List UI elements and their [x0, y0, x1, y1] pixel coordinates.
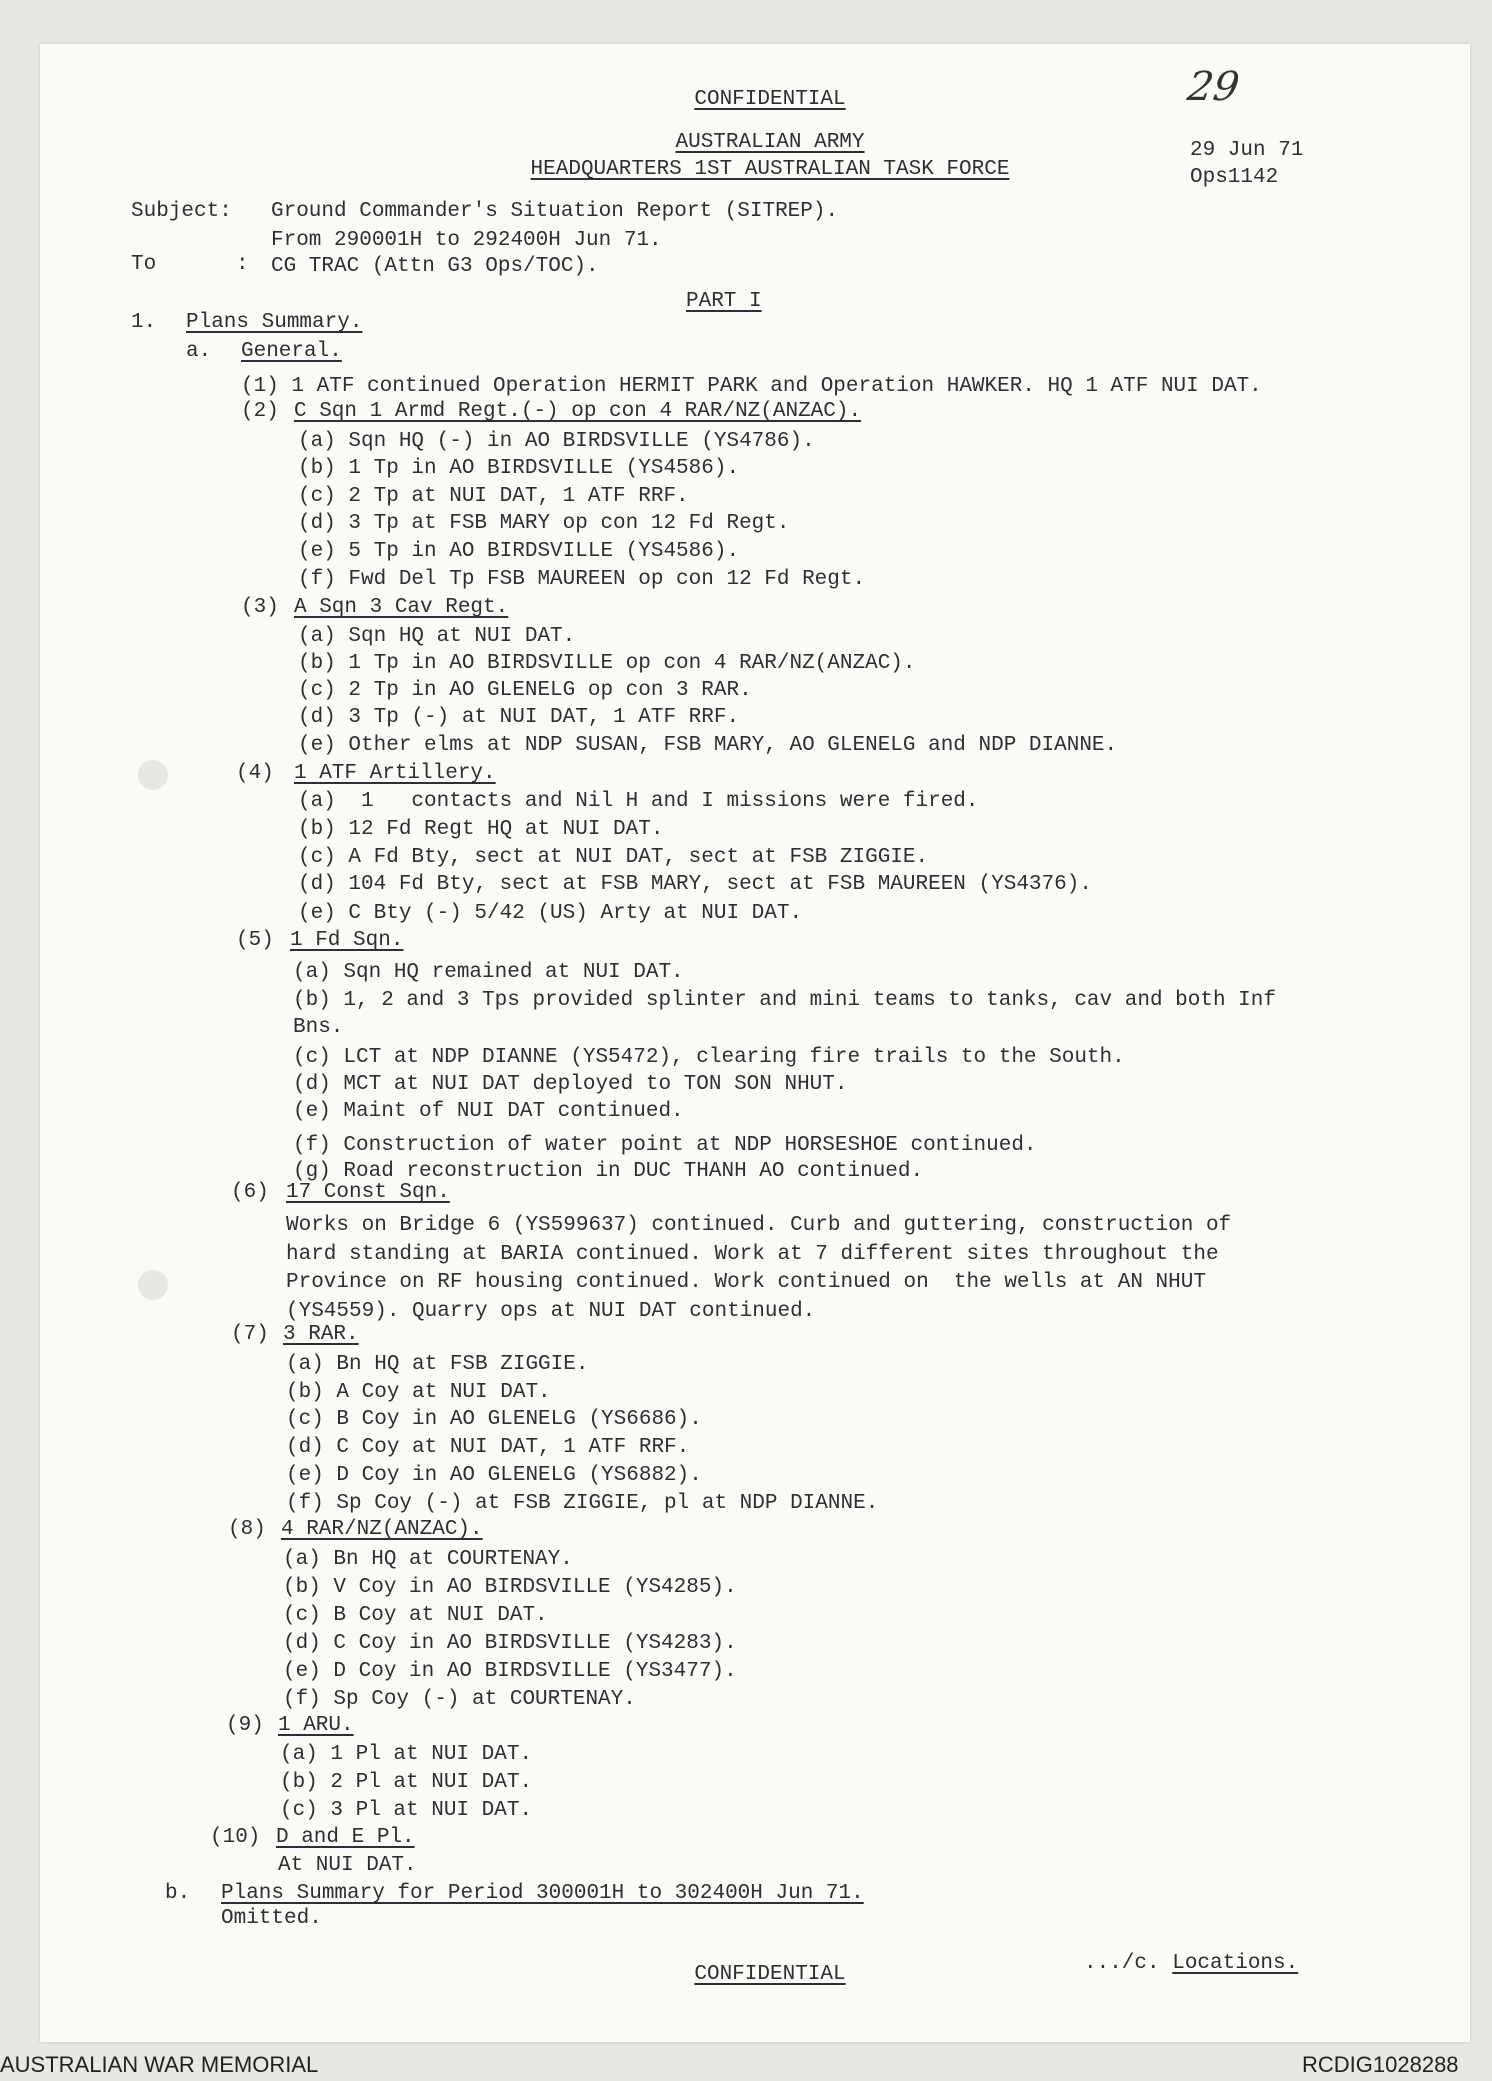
item-6-line: Works on Bridge 6 (YS599637) continued. Curb and guttering, construction of: [286, 1214, 1232, 1237]
item-4-line: (e) C Bty (-) 5/42 (US) Arty at NUI DAT.: [298, 902, 803, 925]
subsection-a-title: General.: [241, 340, 342, 363]
item-5-line: Bns.: [293, 1016, 344, 1039]
item-3-line: (e) Other elms at NDP SUSAN, FSB MARY, AO GLENELG and NDP DIANNE.: [298, 734, 1118, 757]
item-3-title: A Sqn 3 Cav Regt.: [294, 596, 509, 619]
subject-title: Ground Commander's Situation Report (SITREP).: [271, 200, 839, 223]
to-value: CG TRAC (Attn G3 Ops/TOC).: [271, 255, 599, 278]
item-4-title: 1 ATF Artillery.: [294, 762, 496, 785]
org-subtitle: HEADQUARTERS 1ST AUSTRALIAN TASK FORCE: [530, 158, 1010, 181]
subsection-b-number: b.: [165, 1882, 191, 1905]
item-8-line: (e) D Coy in AO BIRDSVILLE (YS3477).: [283, 1660, 737, 1683]
item-2-line: (c) 2 Tp at NUI DAT, 1 ATF RRF.: [298, 485, 689, 508]
item-8-line: (b) V Coy in AO BIRDSVILLE (YS4285).: [283, 1576, 737, 1599]
item-6-line: Province on RF housing continued. Work continued on the wells at AN NHUT: [286, 1271, 1206, 1294]
item-9-line: (a) 1 Pl at NUI DAT.: [280, 1743, 533, 1766]
item-10-number: (10): [210, 1826, 261, 1849]
continued-label: Locations.: [1172, 1952, 1299, 1975]
classification-top: CONFIDENTIAL: [694, 88, 846, 111]
item-8-line: (d) C Coy in AO BIRDSVILLE (YS4283).: [283, 1632, 737, 1655]
to-colon: :: [236, 253, 249, 276]
item-9-line: (b) 2 Pl at NUI DAT.: [280, 1771, 533, 1794]
item-2-line: (f) Fwd Del Tp FSB MAUREEN op con 12 Fd Regt.: [298, 568, 866, 591]
punch-hole: [138, 760, 168, 790]
report-date: 29 Jun 71: [1190, 139, 1304, 162]
item-2-line: (e) 5 Tp in AO BIRDSVILLE (YS4586).: [298, 540, 740, 563]
item-4-line: (a) 1 contacts and Nil H and I missions were fired.: [298, 790, 979, 813]
item-9-line: (c) 3 Pl at NUI DAT.: [280, 1799, 533, 1822]
item-3-line: (a) Sqn HQ at NUI DAT.: [298, 625, 576, 648]
item-7-line: (d) C Coy at NUI DAT, 1 ATF RRF.: [286, 1436, 690, 1459]
item-2-line: (d) 3 Tp at FSB MARY op con 12 Fd Regt.: [298, 512, 790, 535]
item-7-line: (c) B Coy in AO GLENELG (YS6686).: [286, 1408, 702, 1431]
footer-left: AUSTRALIAN WAR MEMORIAL: [0, 2052, 319, 2077]
subsection-b-title: Plans Summary for Period 300001H to 302400H Jun 71.: [221, 1882, 864, 1905]
footer-right: RCDIG1028288: [1302, 2052, 1459, 2077]
item-6-title: 17 Const Sqn.: [286, 1181, 450, 1204]
item-4-number: (4): [236, 762, 274, 785]
item-8-line: (c) B Coy at NUI DAT.: [283, 1604, 548, 1627]
section-number: 1.: [131, 311, 157, 334]
punch-hole: [138, 1270, 168, 1300]
item-2-number: (2): [241, 400, 279, 423]
item-10-line: At NUI DAT.: [278, 1854, 417, 1877]
item-10-title: D and E Pl.: [276, 1826, 415, 1849]
item-5-line: (f) Construction of water point at NDP HORSESHOE continued.: [293, 1134, 1037, 1157]
continued-note: [1084, 1952, 1298, 1976]
item-6-line: (YS4559). Quarry ops at NUI DAT continued.: [286, 1300, 816, 1323]
continued-prefix: .../c.: [1084, 1952, 1173, 1975]
subject-label: Subject:: [131, 200, 232, 223]
item-8-number: (8): [228, 1518, 266, 1541]
item-7-title: 3 RAR.: [283, 1323, 359, 1346]
item-5-line: (b) 1, 2 and 3 Tps provided splinter and mini teams to tanks, cav and both Inf: [293, 989, 1276, 1012]
classification-bottom: CONFIDENTIAL: [694, 1963, 846, 1986]
subsection-a-number: a.: [186, 340, 212, 363]
item-9-number: (9): [226, 1714, 264, 1737]
part-heading: PART I: [686, 290, 762, 313]
page-number: 29: [1184, 64, 1243, 110]
item-7-line: (b) A Coy at NUI DAT.: [286, 1381, 551, 1404]
item-4-line: (c) A Fd Bty, sect at NUI DAT, sect at FSB ZIGGIE.: [298, 846, 929, 869]
subject-period: From 290001H to 292400H Jun 71.: [271, 229, 662, 252]
item-7-line: (e) D Coy in AO GLENELG (YS6882).: [286, 1464, 702, 1487]
item-4-line: (b) 12 Fd Regt HQ at NUI DAT.: [298, 818, 664, 841]
item-5-line: (a) Sqn HQ remained at NUI DAT.: [293, 961, 684, 984]
item-5-title: 1 Fd Sqn.: [290, 929, 404, 952]
item-2-line: (a) Sqn HQ (-) in AO BIRDSVILLE (YS4786).: [298, 430, 815, 453]
item-5-line: (d) MCT at NUI DAT deployed to TON SON NHUT.: [293, 1073, 848, 1096]
item-6-number: (6): [231, 1181, 269, 1204]
item-6-line: hard standing at BARIA continued. Work at 7 different sites throughout the: [286, 1243, 1219, 1266]
section-title: Plans Summary.: [186, 311, 363, 334]
item-8-title: 4 RAR/NZ(ANZAC).: [281, 1518, 483, 1541]
subsection-b-line: Omitted.: [221, 1907, 322, 1930]
item-3-line: (b) 1 Tp in AO BIRDSVILLE op con 4 RAR/NZ(ANZAC).: [298, 652, 916, 675]
item-2-title: C Sqn 1 Armd Regt.(-) op con 4 RAR/NZ(ANZAC).: [294, 400, 862, 423]
item-3-line: (c) 2 Tp in AO GLENELG op con 3 RAR.: [298, 679, 752, 702]
item-9-title: 1 ARU.: [278, 1714, 354, 1737]
item-3-line: (d) 3 Tp (-) at NUI DAT, 1 ATF RRF.: [298, 706, 740, 729]
item-7-line: (f) Sp Coy (-) at FSB ZIGGIE, pl at NDP DIANNE.: [286, 1492, 879, 1515]
item-7-number: (7): [231, 1323, 269, 1346]
report-reference: Ops1142: [1190, 166, 1279, 189]
item-5-line: (g) Road reconstruction in DUC THANH AO continued.: [293, 1160, 924, 1183]
item-8-line: (a) Bn HQ at COURTENAY.: [283, 1548, 573, 1571]
item-5-number: (5): [236, 929, 274, 952]
item-7-line: (a) Bn HQ at FSB ZIGGIE.: [286, 1353, 589, 1376]
item-8-line: (f) Sp Coy (-) at COURTENAY.: [283, 1688, 636, 1711]
item-5-line: (c) LCT at NDP DIANNE (YS5472), clearing fire trails to the South.: [293, 1046, 1125, 1069]
to-label: To: [131, 253, 157, 276]
item-4-line: (d) 104 Fd Bty, sect at FSB MARY, sect at FSB MAUREEN (YS4376).: [298, 873, 1092, 896]
item-5-line: (e) Maint of NUI DAT continued.: [293, 1100, 684, 1123]
item-1: (1) 1 ATF continued Operation HERMIT PARK and Operation HAWKER. HQ 1 ATF NUI DAT.: [241, 375, 1262, 398]
item-3-number: (3): [241, 596, 279, 619]
org-title: AUSTRALIAN ARMY: [675, 131, 865, 154]
item-2-line: (b) 1 Tp in AO BIRDSVILLE (YS4586).: [298, 457, 740, 480]
